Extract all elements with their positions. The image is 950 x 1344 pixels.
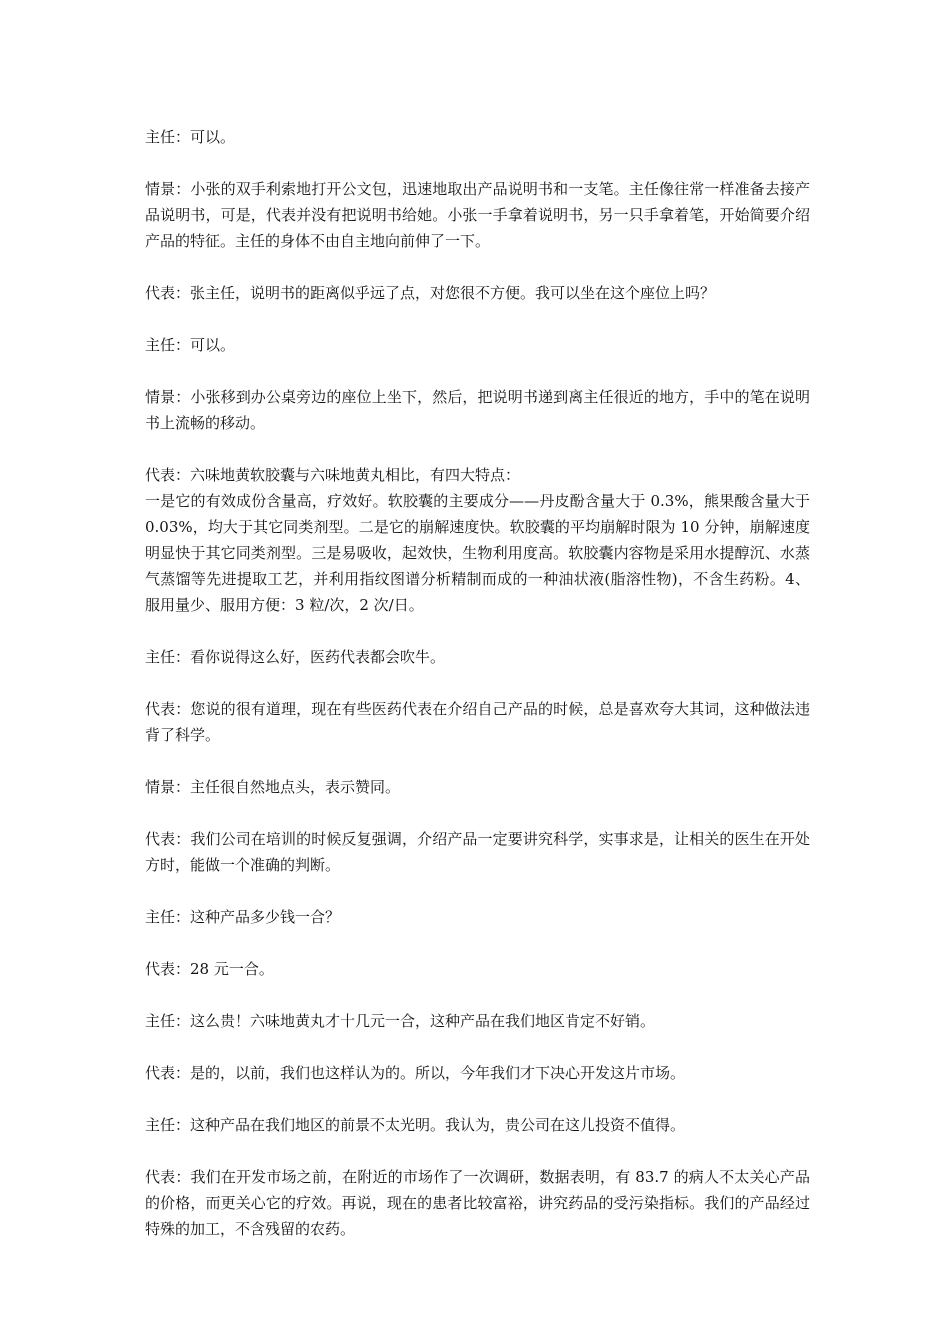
paragraph-scene-1: 情景：小张的双手利索地打开公文包，迅速地取出产品说明书和一支笔。主任像往常一样准备去接产品说明书，可是，代表并没有把说明书给她。小张一手拿着说明书，另一只手拿着笔，开始简要介绍产品的特征。主任的身体不由自主地向前伸了一下。 — [145, 180, 810, 250]
paragraph-rep-4: 代表：我们公司在培训的时候反复强调，介绍产品一定要讲究科学，实事求是，让相关的医生在开处方时，能做一个准确的判断。 — [145, 830, 810, 874]
document-body — [145, 124, 815, 1268]
paragraph-rep-2-details: 一是它的有效成份含量高，疗效好。软胶囊的主要成分——丹皮酚含量大于 0.3%，熊果酸含量大于 0.03%，均大于其它同类剂型。二是它的崩解速度快。软胶囊的平均崩解时限为 10 分钟，崩解速度明显快于其它同类剂型。三是易吸收，起效快，生物利用度高。软胶囊内容物是采用水提醇沉、水蒸气蒸馏等先进提取工艺，并利用指纹图谱分析精制而成的一种油状液(脂溶性物)，不含生药粉。4、服用量少、服用方便：3 粒/次，2 次/日。 — [145, 492, 815, 614]
paragraph-rep-1: 代表：张主任，说明书的距离似乎远了点，对您很不方便。我可以坐在这个座位上吗？ — [145, 284, 716, 302]
paragraph-rep-2-intro: 代表：六味地黄软胶囊与六味地黄丸相比，有四大特点： — [145, 466, 521, 484]
paragraph-director-3: 主任：看你说得这么好，医药代表都会吹牛。 — [145, 648, 446, 666]
paragraph-director-5: 主任：这么贵！六味地黄丸才十几元一合，这种产品在我们地区肯定不好销。 — [145, 1012, 656, 1030]
paragraph-rep-7: 代表：我们在开发市场之前，在附近的市场作了一次调研，数据表明，有 83.7 的病人不太关心产品的价格，而更关心它的疗效。再说，现在的患者比较富裕，讲究药品的受污染指标。我们的产品经过特殊的加工，不含残留的农药。 — [145, 1168, 810, 1238]
paragraph-director-6: 主任：这种产品在我们地区的前景不太光明。我认为，贵公司在这儿投资不值得。 — [145, 1116, 686, 1134]
paragraph-scene-3: 情景：主任很自然地点头，表示赞同。 — [145, 778, 401, 796]
paragraph-director-4: 主任：这种产品多少钱一合？ — [145, 908, 341, 926]
paragraph-scene-2: 情景：小张移到办公桌旁边的座位上坐下，然后，把说明书递到离主任很近的地方，手中的笔在说明书上流畅的移动。 — [145, 388, 810, 432]
paragraph-director-1: 主任：可以。 — [145, 128, 236, 146]
paragraph-director-2: 主任：可以。 — [145, 336, 236, 354]
paragraph-rep-6: 代表：是的，以前，我们也这样认为的。所以，今年我们才下决心开发这片市场。 — [145, 1064, 686, 1082]
paragraph-rep-5: 代表：28 元一合。 — [145, 960, 274, 978]
paragraph-rep-3: 代表：您说的很有道理，现在有些医药代表在介绍自己产品的时候，总是喜欢夸大其词，这种做法违背了科学。 — [145, 700, 810, 744]
